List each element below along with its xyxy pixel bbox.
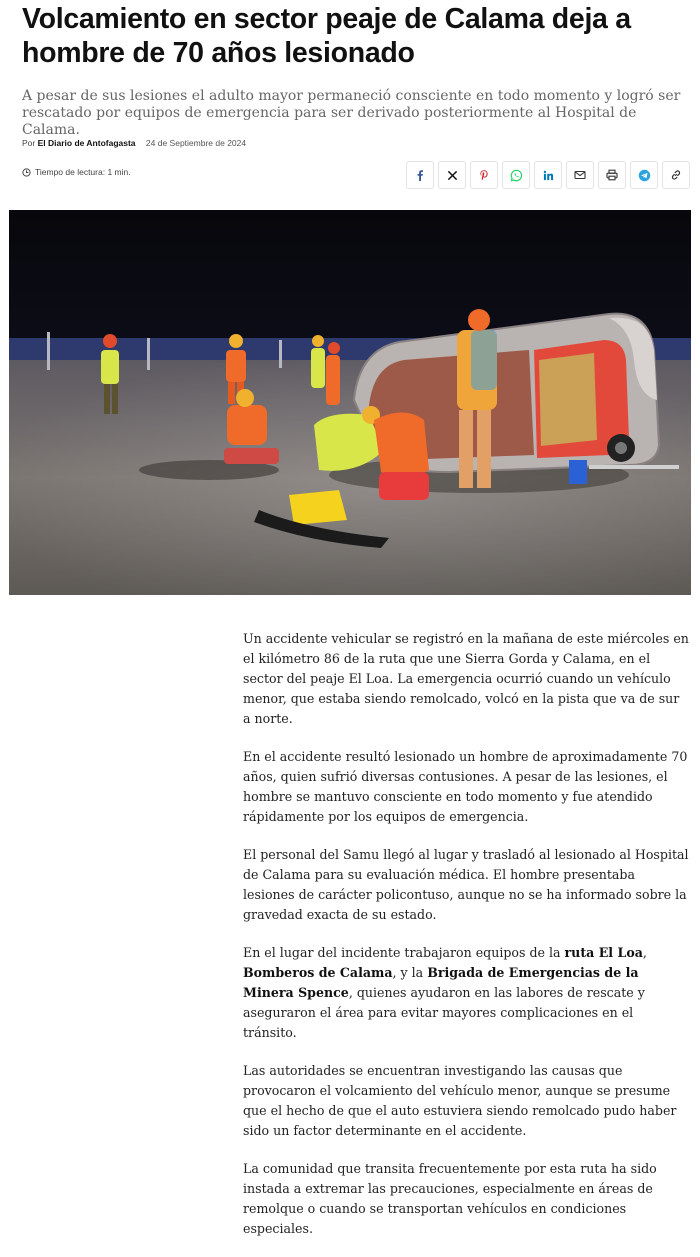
emphasis-bomberos-calama: Bomberos de Calama: [243, 965, 393, 980]
whatsapp-icon: [510, 169, 523, 182]
byline-prefix: Por: [22, 138, 36, 148]
share-bar: [406, 161, 690, 189]
author-link[interactable]: El Diario de Antofagasta: [37, 138, 136, 148]
article-paragraph: Un accidente vehicular se registró en la mañana de este miércoles en el kilómetro 86 de la ruta que une Sierra Gorda y Calama, en el sector del peaje El Loa. La emergencia ocurrió cuando un vehículo menor, que estaba siendo remolcado, volcó en la pista que va de sur a norte.: [243, 631, 689, 726]
emphasis-ruta-el-loa: ruta El Loa: [564, 945, 643, 960]
article-paragraph: La comunidad que transita frecuentemente por esta ruta ha sido instada a extremar las precauciones, especialmente en áreas de remolque o cuando se transportan vehículos en condiciones especiales.: [243, 1161, 657, 1236]
share-email-button[interactable]: [566, 161, 594, 189]
linkedin-icon: [543, 170, 554, 181]
share-facebook-button[interactable]: [406, 161, 434, 189]
accident-scene-photo: [9, 210, 691, 595]
article-body: [243, 629, 689, 1257]
share-whatsapp-button[interactable]: [502, 161, 530, 189]
reading-time-label: Tiempo de lectura: 1 min.: [35, 167, 131, 177]
facebook-icon: [414, 169, 426, 181]
print-icon: [606, 169, 618, 181]
share-telegram-button[interactable]: [630, 161, 658, 189]
paragraph-text: , y la: [392, 965, 428, 980]
email-icon: [574, 169, 586, 181]
share-x-button[interactable]: [438, 161, 466, 189]
paragraph-text: En el lugar del incidente trabajaron equipos de la: [243, 945, 565, 960]
paragraph-text: ,: [642, 945, 647, 960]
publish-date: 24 de Septiembre de 2024: [145, 138, 247, 148]
reading-time: [22, 167, 131, 177]
copy-link-button[interactable]: [662, 161, 690, 189]
paragraph-text: , quienes ayudaron en las labores de rescate y aseguraron el área para evitar mayores complicaciones en el tránsito.: [243, 985, 645, 1040]
article-paragraph: En el accidente resultó lesionado un hombre de aproximadamente 70 años, quien sufrió diversas contusiones. A pesar de las lesiones, el hombre se mantuvo consciente en todo momento y fue atendido rápidamente por los equipos de emergencia.: [243, 749, 688, 824]
x-icon: [447, 170, 458, 181]
article-paragraph: El personal del Samu llegó al lugar y trasladó al lesionado al Hospital de Calama para su evaluación médica. El hombre presentaba lesiones de carácter policontuso, aunque no se ha informado sobre la gravedad exacta de su estado.: [243, 847, 689, 922]
telegram-icon: [638, 169, 651, 182]
link-icon: [670, 169, 682, 181]
article-headline: Volcamiento en sector peaje de Calama deja a hombre de 70 años lesionado: [22, 3, 631, 69]
clock-icon: [22, 168, 31, 177]
byline: [22, 138, 246, 148]
share-pinterest-button[interactable]: [470, 161, 498, 189]
share-linkedin-button[interactable]: [534, 161, 562, 189]
pinterest-icon: [478, 169, 490, 181]
article-paragraph: [243, 943, 689, 1043]
share-print-button[interactable]: [598, 161, 626, 189]
article-subtitle: A pesar de sus lesiones el adulto mayor permaneció consciente en todo momento y logró ser rescatado por equipos de emergencia para ser derivado posteriormente al Hospital de Calama.: [22, 88, 681, 138]
article-paragraph: Las autoridades se encuentran investigando las causas que provocaron el volcamiento del vehículo menor, aunque se presume que el hecho de que el auto estuviera siendo remolcado pudo haber sido un factor determinante en el accidente.: [243, 1063, 677, 1138]
article-hero-image: [9, 210, 691, 595]
emphasis-brigada-spence: Brigada de Emergencias de la Minera Spence: [243, 965, 639, 1000]
